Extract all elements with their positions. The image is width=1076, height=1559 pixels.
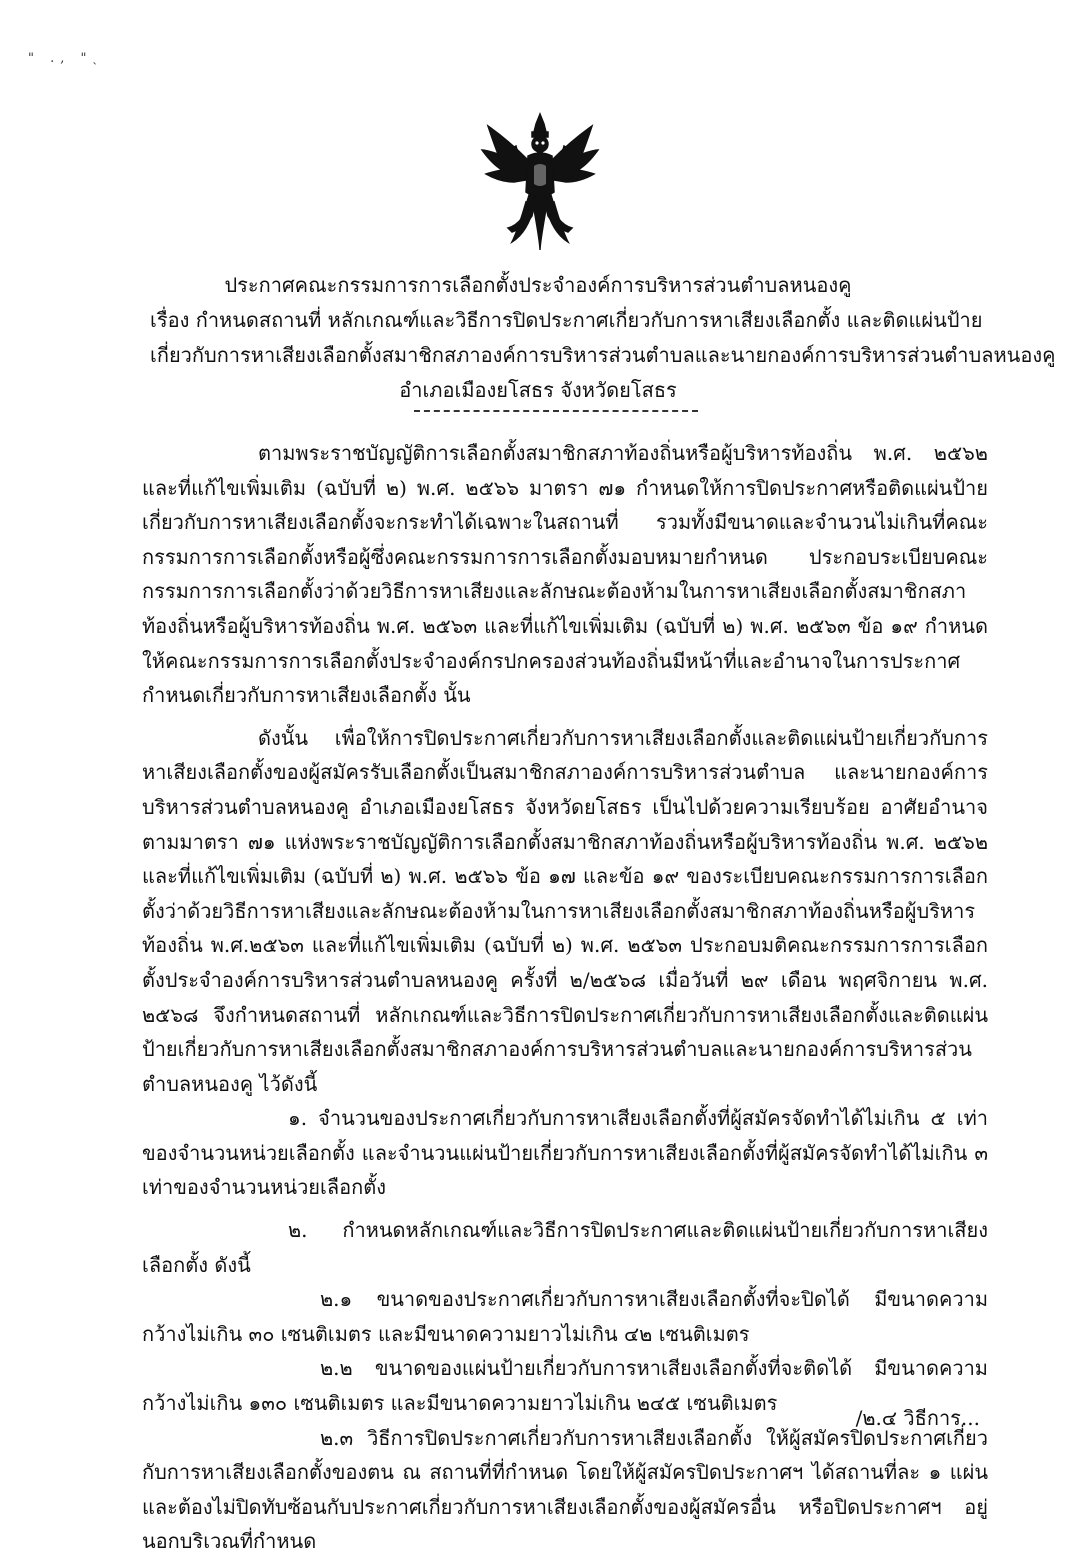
item-2-3: ๒.๓ วิธีการปิดประกาศเกี่ยวกับการหาเสียงเลือกตั้ง ให้ผู้สมัครปิดประกาศเกี่ยวกับการหาเสียงเลือกตั้งของตน ณ สถานที่ที่กำหนด โดยให้ผู้สมัครปิดประกาศฯ ได้สถานที่ละ ๑ แผ่น และต้องไม่ปิดทับซ้อนกับประกาศเกี่ยวกับการหาเสียงเลือกตั้งของผู้สมัครอื่น หรือปิดประกาศฯ อยู่นอกบริเวณที่กำหนด [142,1425,988,1554]
header-subject-line: เรื่อง กำหนดสถานที่ หลักเกณฑ์และวิธีการปิดประกาศเกี่ยวกับการหาเสียงเลือกตั้ง และติดแผ่นป้าย [150,308,983,332]
header-line-1: ประกาศคณะกรรมการการเลือกตั้งประจำองค์การบริหารส่วนตำบลหนองคู [224,273,852,297]
header-location-line: อำเภอเมืองยโสธร จังหวัดยโสธร [399,378,677,402]
item-1: ๑. จำนวนของประกาศเกี่ยวกับการหาเสียงเลือกตั้งที่ผู้สมัครจัดทำได้ไม่เกิน ๕ เท่าของจำนวนหน่วยเลือกตั้ง และจำนวนแผ่นป้ายเกี่ยวกับการหาเสียงเลือกตั้งที่ผู้สมัครจัดทำได้ไม่เกิน ๓ เท่าของจำนวนหน่วยเลือกตั้ง [142,1106,988,1200]
garuda-emblem-icon [478,110,602,256]
paragraph-1: ตามพระราชบัญญัติการเลือกตั้งสมาชิกสภาท้องถิ่นหรือผู้บริหารท้องถิ่น พ.ศ. ๒๕๖๒ และที่แก้ไขเพิ่มเติม (ฉบับที่ ๒) พ.ศ. ๒๕๖๖ มาตรา ๗๑ กำหนดให้การปิดประกาศหรือติดแผ่นป้ายเกี่ยวกับการหาเสียงเลือกตั้งจะกระทำได้เฉพาะในสถานที่ รวมทั้งมีขนาดและจำนวนไม่เกินที่คณะกรรมการการเลือกตั้งหรือผู้ซึ่งคณะกรรมการการเลือกตั้งมอบหมายกำหนด ประกอบระเบียบคณะกรรมการการเลือกตั้งว่าด้วยวิธีการหาเสียงและลักษณะต้องห้ามในการหาเสียงเลือกตั้งสมาชิกสภาท้องถิ่นหรือผู้บริหารท้องถิ่น พ.ศ. ๒๕๖๓ และที่แก้ไขเพิ่มเติม (ฉบับที่ ๒) พ.ศ. ๒๕๖๓ ข้อ ๑๙ กำหนดให้คณะกรรมการการเลือกตั้งประจำองค์กรปกครองส่วนท้องถิ่นมีหน้าที่และอำนาจในการประกาศกำหนดเกี่ยวกับการหาเสียงเลือกตั้ง นั้น [142,441,988,708]
header-line-3: เกี่ยวกับการหาเสียงเลือกตั้งสมาชิกสภาองค์การบริหารส่วนตำบลและนายกองค์การบริหารส่วนตำบลหนองคู [150,343,1056,367]
scan-speck-marks: " ., "ˎ [28,51,103,66]
announcement-header [150,268,1056,408]
header-divider [414,410,698,412]
announcement-body [142,436,988,1559]
item-2: ๒. กำหนดหลักเกณฑ์และวิธีการปิดประกาศและติดแผ่นป้ายเกี่ยวกับการหาเสียงเลือกตั้ง ดังนี้ [142,1218,988,1277]
item-2-1: ๒.๑ ขนาดของประกาศเกี่ยวกับการหาเสียงเลือกตั้งที่จะปิดได้ มีขนาดความกว้างไม่เกิน ๓๐ เซนติเมตร และมีขนาดความยาวไม่เกิน ๔๒ เซนติเมตร [142,1287,988,1346]
item-2-2: ๒.๒ ขนาดของแผ่นป้ายเกี่ยวกับการหาเสียงเลือกตั้งที่จะติดได้ มีขนาดความกว้างไม่เกิน ๑๓๐ เซนติเมตร และมีขนาดความยาวไม่เกิน ๒๔๕ เซนติเมตร [142,1356,988,1416]
continuation-note: /๒.๔ วิธีการ... [855,1406,980,1430]
paragraph-2: ดังนั้น เพื่อให้การปิดประกาศเกี่ยวกับการหาเสียงเลือกตั้งและติดแผ่นป้ายเกี่ยวกับการหาเสียงเลือกตั้งของผู้สมัครรับเลือกตั้งเป็นสมาชิกสภาองค์การบริหารส่วนตำบล และนายกองค์การบริหารส่วนตำบลหนองคู อำเภอเมืองยโสธร จังหวัดยโสธร เป็นไปด้วยความเรียบร้อย อาศัยอำนาจตามมาตรา ๗๑ แห่งพระราชบัญญัติการเลือกตั้งสมาชิกสภาท้องถิ่นหรือผู้บริหารท้องถิ่น พ.ศ. ๒๕๖๒ และที่แก้ไขเพิ่มเติม (ฉบับที่ ๒) พ.ศ. ๒๕๖๖ ข้อ ๑๗ และข้อ ๑๙ ของระเบียบคณะกรรมการการเลือกตั้งว่าด้วยวิธีการหาเสียงและลักษณะต้องห้ามในการหาเสียงเลือกตั้งสมาชิกสภาท้องถิ่นหรือผู้บริหารท้องถิ่น พ.ศ.๒๕๖๓ และที่แก้ไขเพิ่มเติม (ฉบับที่ ๒) พ.ศ. ๒๕๖๓ ประกอบมติคณะกรรมการการเลือกตั้งประจำองค์การบริหารส่วนตำบลหนองคู ครั้งที่ ๒/๒๕๖๘ เมื่อวันที่ ๒๙ เดือน พฤศจิกายน พ.ศ. ๒๕๖๘ จึงกำหนดสถานที่ หลักเกณฑ์และวิธีการปิดประกาศเกี่ยวกับการหาเสียงเลือกตั้งและติดแผ่นป้ายเกี่ยวกับการหาเสียงเลือกตั้งสมาชิกสภาองค์การบริหารส่วนตำบลและนายกองค์การบริหารส่วนตำบลหนองคู ไว้ดังนี้ [142,725,988,1096]
